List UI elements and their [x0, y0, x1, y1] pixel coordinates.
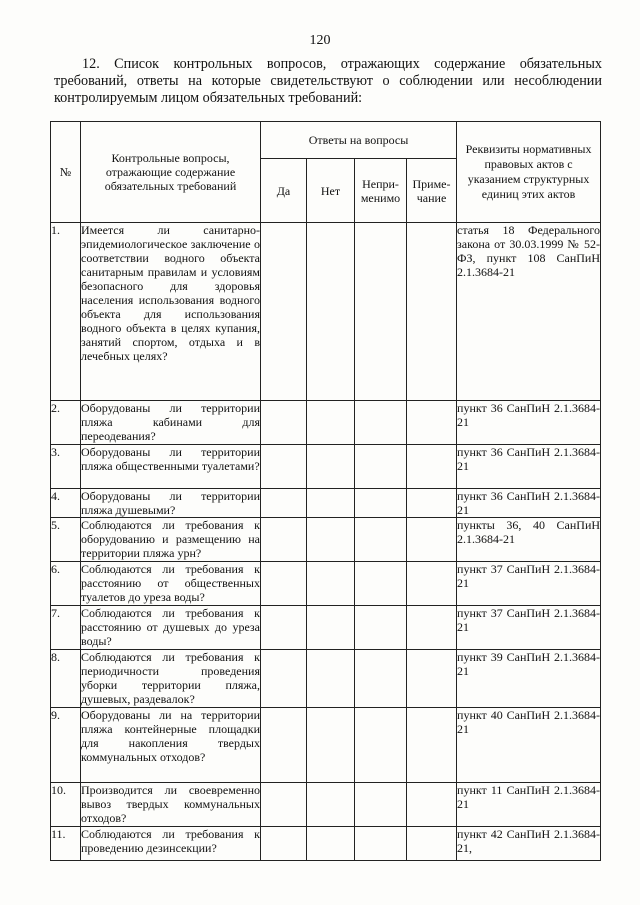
row-number: 5.: [51, 518, 81, 562]
answer-no-cell[interactable]: [307, 783, 355, 827]
answer-yes-cell[interactable]: [261, 606, 307, 650]
answer-yes-cell[interactable]: [261, 650, 307, 708]
answer-note-cell[interactable]: [407, 401, 457, 445]
table-row: [51, 401, 601, 445]
answer-note-cell[interactable]: [407, 562, 457, 606]
answer-na-cell[interactable]: [355, 223, 407, 401]
row-reference: пункт 40 СанПиН 2.1.3684-21: [457, 708, 601, 783]
answer-yes-cell[interactable]: [261, 489, 307, 518]
row-question: Оборудованы ли территории пляжа общественными туалетами?: [81, 445, 261, 489]
row-number: 3.: [51, 445, 81, 489]
answer-na-cell[interactable]: [355, 650, 407, 708]
answer-note-cell[interactable]: [407, 445, 457, 489]
answer-no-cell[interactable]: [307, 489, 355, 518]
answer-na-cell[interactable]: [355, 445, 407, 489]
row-number: 1.: [51, 223, 81, 401]
answer-no-cell[interactable]: [307, 562, 355, 606]
header-no: Нет: [307, 159, 355, 223]
answer-yes-cell[interactable]: [261, 562, 307, 606]
row-number: 11.: [51, 827, 81, 861]
row-number: 9.: [51, 708, 81, 783]
answer-yes-cell[interactable]: [261, 518, 307, 562]
row-number: 4.: [51, 489, 81, 518]
header-questions: Контрольные вопросы, отражающие содержание обязательных требований: [81, 122, 261, 223]
row-question: Соблюдаются ли требования к периодичности проведения уборки территории пляжа, душевых, раздевалок?: [81, 650, 260, 706]
row-reference: пункт 42 СанПиН 2.1.3684-21,: [457, 827, 601, 861]
row-reference: статья 18 Федерального закона от 30.03.1999 № 52-ФЗ, пункт 108 СанПиН 2.1.3684-21: [457, 223, 601, 401]
table-row: [51, 223, 601, 401]
answer-note-cell[interactable]: [407, 650, 457, 708]
row-question: Производится ли своевременно вывоз твердых коммунальных отходов?: [81, 783, 260, 825]
answer-no-cell[interactable]: [307, 650, 355, 708]
answer-na-cell[interactable]: [355, 401, 407, 445]
row-reference: пункт 37 СанПиН 2.1.3684-21: [457, 562, 601, 606]
table-row: [51, 606, 601, 650]
answer-na-cell[interactable]: [355, 606, 407, 650]
row-number: 7.: [51, 606, 81, 650]
answer-na-cell[interactable]: [355, 783, 407, 827]
answer-na-cell[interactable]: [355, 708, 407, 783]
table-row: [51, 708, 601, 783]
answer-yes-cell[interactable]: [261, 783, 307, 827]
header-not-applicable: Непри-менимо: [355, 159, 407, 223]
answer-na-cell[interactable]: [355, 518, 407, 562]
answer-no-cell[interactable]: [307, 708, 355, 783]
answer-note-cell[interactable]: [407, 783, 457, 827]
answer-na-cell[interactable]: [355, 562, 407, 606]
checklist-table: [50, 121, 601, 861]
row-number: 8.: [51, 650, 81, 708]
header-note: Приме-чание: [407, 159, 457, 223]
header-number: №: [51, 122, 81, 223]
row-question: Соблюдаются ли требования к проведению дезинсекции?: [81, 827, 261, 861]
answer-note-cell[interactable]: [407, 606, 457, 650]
answer-note-cell[interactable]: [407, 827, 457, 861]
row-question: Оборудованы ли территории пляжа душевыми?: [81, 489, 260, 517]
page-number: 120: [309, 33, 331, 48]
answer-no-cell[interactable]: [307, 401, 355, 445]
row-question: Имеется ли санитарно-эпидемиологическое заключение о соответствии водного объекта санитарным правилам и условиям безопасного для здоровья населения использования водного объекта для использования водного объекта в целях купания, занятий спортом, отдыха и в лечебных целях?: [81, 223, 261, 401]
answer-na-cell[interactable]: [355, 827, 407, 861]
row-number: 6.: [51, 562, 81, 606]
answer-na-cell[interactable]: [355, 489, 407, 518]
answer-yes-cell[interactable]: [261, 827, 307, 861]
row-reference: пункт 39 СанПиН 2.1.3684-21: [457, 650, 601, 708]
header-yes: Да: [261, 159, 307, 223]
row-question: Соблюдаются ли требования к оборудованию и размещению на территории пляжа урн?: [81, 518, 260, 560]
row-number: 2.: [51, 401, 81, 445]
answer-yes-cell[interactable]: [261, 401, 307, 445]
table-row: [51, 562, 601, 606]
intro-paragraph: 12. Список контрольных вопросов, отражающих содержание обязательных требований, ответы на которые свидетельствуют о соблюдении или несоблюдении контролируемым лицом обязательных требований:: [54, 56, 602, 106]
answer-no-cell[interactable]: [307, 223, 355, 401]
row-question: Соблюдаются ли требования к расстоянию от общественных туалетов до уреза воды?: [81, 562, 260, 604]
table-row: [51, 827, 601, 861]
row-question: Оборудованы ли на территории пляжа контейнерные площадки для накопления твердых коммунальных отходов?: [81, 708, 261, 783]
answer-note-cell[interactable]: [407, 518, 457, 562]
answer-no-cell[interactable]: [307, 827, 355, 861]
row-number: 10.: [51, 783, 81, 827]
row-question: Соблюдаются ли требования к расстоянию от душевых до уреза воды?: [81, 606, 260, 648]
header-row: [51, 122, 601, 159]
answer-note-cell[interactable]: [407, 489, 457, 518]
table-row: [51, 445, 601, 489]
row-reference: пункты 36, 40 СанПиН 2.1.3684-21: [457, 518, 601, 562]
row-question: Оборудованы ли территории пляжа кабинами для переодевания?: [81, 401, 260, 443]
row-reference: пункт 11 СанПиН 2.1.3684-21: [457, 783, 601, 827]
table-row: [51, 783, 601, 827]
row-reference: пункт 37 СанПиН 2.1.3684-21: [457, 606, 601, 650]
table-row: [51, 489, 601, 518]
header-answers: Ответы на вопросы: [261, 122, 457, 159]
row-reference: пункт 36 СанПиН 2.1.3684-21: [457, 401, 601, 445]
table-row: [51, 518, 601, 562]
answer-no-cell[interactable]: [307, 445, 355, 489]
answer-yes-cell[interactable]: [261, 708, 307, 783]
row-reference: пункт 36 СанПиН 2.1.3684-21: [457, 445, 601, 489]
answer-note-cell[interactable]: [407, 223, 457, 401]
table-row: [51, 650, 601, 708]
answer-yes-cell[interactable]: [261, 223, 307, 401]
answer-note-cell[interactable]: [407, 708, 457, 783]
answer-no-cell[interactable]: [307, 606, 355, 650]
header-requisites: Реквизиты нормативных правовых актов с указанием структурных единиц этих актов: [457, 122, 601, 223]
row-reference: пункт 36 СанПиН 2.1.3684-21: [457, 489, 601, 517]
answer-no-cell[interactable]: [307, 518, 355, 562]
answer-yes-cell[interactable]: [261, 445, 307, 489]
